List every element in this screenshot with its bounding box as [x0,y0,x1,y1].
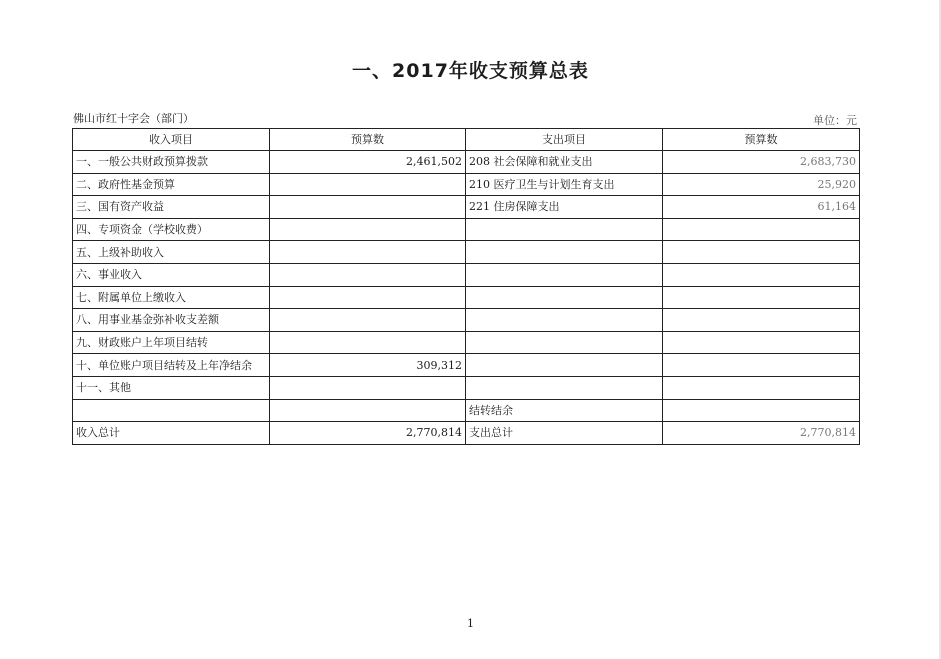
expense-item-cell: 210 医疗卫生与计划生育支出 [466,173,663,196]
income-total-label: 收入总计 [73,422,270,445]
expense-amount-cell: 2,683,730 [663,151,860,174]
table-row [73,241,860,264]
expense-total-label: 支出总计 [466,422,663,445]
expense-item-cell [466,218,663,241]
income-item-cell [73,399,270,422]
income-item-cell: 五、上级补助收入 [73,241,270,264]
table-row [73,218,860,241]
expense-amount-cell [663,263,860,286]
expense-amount-cell [663,309,860,332]
income-amount-cell [270,218,466,241]
income-amount-cell [270,331,466,354]
table-row [73,196,860,219]
income-amount-cell [270,286,466,309]
page-title: 一、2017年收支预算总表 [352,60,589,82]
header-income-item: 收入项目 [73,129,270,151]
income-item-cell: 七、附属单位上缴收入 [73,286,270,309]
income-amount-cell [270,173,466,196]
expense-amount-cell [663,331,860,354]
header-expense-amount: 预算数 [663,129,860,151]
expense-total-amount: 2,770,814 [663,422,860,445]
income-total-amount: 2,770,814 [270,422,466,445]
income-amount-cell [270,263,466,286]
table-row [73,376,860,399]
income-item-cell: 六、事业收入 [73,263,270,286]
expense-item-cell [466,309,663,332]
expense-item-cell [466,241,663,264]
expense-item-cell [466,263,663,286]
expense-amount-cell [663,354,860,377]
table-row [73,354,860,377]
expense-amount-cell [663,399,860,422]
table-header-row [73,129,860,151]
table-row [73,151,860,174]
page-number: 1 [467,617,474,630]
expense-amount-cell [663,218,860,241]
expense-item-cell [466,331,663,354]
table-row [73,309,860,332]
expense-item-cell: 208 社会保障和就业支出 [466,151,663,174]
expense-amount-cell: 61,164 [663,196,860,219]
income-amount-cell [270,399,466,422]
table-row [73,286,860,309]
expense-item-cell [466,376,663,399]
table-row [73,263,860,286]
income-item-cell: 四、专项资金（学校收费） [73,218,270,241]
table-row [73,173,860,196]
income-item-cell: 二、政府性基金预算 [73,173,270,196]
income-item-cell: 三、国有资产收益 [73,196,270,219]
budget-summary-table [72,128,860,445]
expense-amount-cell [663,376,860,399]
income-amount-cell: 2,461,502 [270,151,466,174]
organization-name: 佛山市红十字会（部门） [73,112,194,125]
totals-row [73,422,860,445]
income-amount-cell [270,241,466,264]
header-income-amount: 预算数 [270,129,466,151]
income-item-cell: 八、用事业基金弥补收支差额 [73,309,270,332]
expense-amount-cell [663,286,860,309]
unit-label: 单位：元 [813,114,857,127]
header-expense-item: 支出项目 [466,129,663,151]
income-item-cell: 九、财政账户上年项目结转 [73,331,270,354]
income-amount-cell: 309,312 [270,354,466,377]
table-row [73,331,860,354]
expense-item-cell [466,354,663,377]
expense-item-cell [466,286,663,309]
income-amount-cell [270,196,466,219]
income-item-cell: 十、单位账户项目结转及上年净结余 [73,354,270,377]
income-item-cell: 十一、其他 [73,376,270,399]
expense-item-cell: 结转结余 [466,399,663,422]
income-item-cell: 一、一般公共财政预算拨款 [73,151,270,174]
expense-item-cell: 221 住房保障支出 [466,196,663,219]
income-amount-cell [270,309,466,332]
expense-amount-cell [663,241,860,264]
table-row [73,399,860,422]
income-amount-cell [270,376,466,399]
expense-amount-cell: 25,920 [663,173,860,196]
